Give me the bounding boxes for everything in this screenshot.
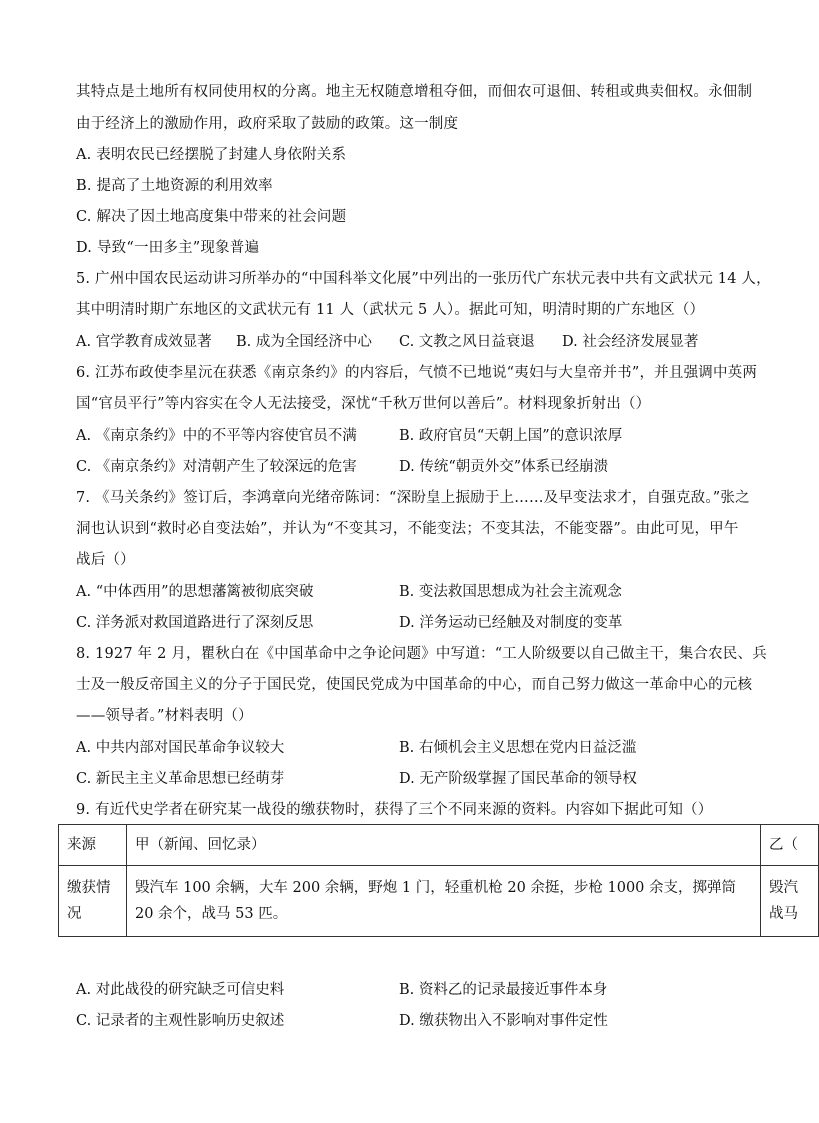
q8-stem-line-3: ——领导者。”材料表明（） [76,708,253,724]
table-cell-b: 毁汽战马 [761,866,819,937]
q5-stem-line-1: 5. 广州中国农民运动讲习所举办的“中国科举文化展”中列出的一张历代广东状元表中共有文武状元 14 人， [76,271,771,287]
q9-option-d: D. 缴获物出入不影响对事件定性 [399,1013,608,1029]
q8-stem-line-2: 士及一般反帝国主义的分子于国民党，使国民党成为中国革命的中心，而自己努力做这一革命中心的元核 [76,677,753,693]
q6-option-d: D. 传统“朝贡外交”体系已经崩溃 [399,459,609,475]
q7-stem-line-3: 战后（） [76,552,135,568]
q4-stem-line-1: 其特点是土地所有权同使用权的分离。地主无权随意增租夺佃，而佃农可退佃、转租或典卖佃权。永佃制 [76,84,753,100]
q9-stem: 9. 有近代史学者在研究某一战役的缴获物时，获得了三个不同来源的资料。内容如下据此可知（） [76,802,713,818]
q4-stem-line-2: 由于经济上的激励作用，政府采取了鼓励的政策。这一制度 [76,116,459,132]
sources-table [58,824,819,937]
q7-option-d: D. 洋务运动已经触及对制度的变革 [399,615,623,631]
table-row [59,866,819,937]
q8-option-d: D. 无产阶级掌握了国民革命的领导权 [399,771,637,787]
q8-option-c: C. 新民主主义革命思想已经萌芽 [76,771,285,787]
q5-option-c: C. 文教之风日益衰退 [399,334,535,350]
q4-option-d: D. 导致“一田多主”现象普遍 [76,240,260,256]
q4-option-b: B. 提高了土地资源的利用效率 [76,178,273,194]
q6-stem-line-1: 6. 江苏布政使李星沅在获悉《南京条约》的内容后，气愤不已地说“夷妇与大皇帝并书”，并且强调中英两 [76,365,758,381]
q8-option-b: B. 右倾机会主义思想在党内日益泛滥 [399,740,637,756]
q5-option-d: D. 社会经济发展显著 [562,334,699,350]
q5-option-b: B. 成为全国经济中心 [236,334,372,350]
q4-option-a: A. 表明农民已经摆脱了封建人身依附关系 [76,147,347,163]
table-header-a: 甲（新闻、回忆录） [127,825,761,866]
table-header-source: 来源 [59,825,127,866]
q6-option-c: C. 《南京条约》对清朝产生了较深远的危害 [76,459,357,475]
q7-stem-line-2: 洞也认识到“救时必自变法始”，并认为“不变其习，不能变法；不变其法，不能变器”。由此可见，甲午 [76,521,739,537]
q5-option-a: A. 官学教育成效显著 [76,334,212,350]
table-header-row [59,825,819,866]
q7-option-a: A. “中体西用”的思想藩篱被彻底突破 [76,584,314,600]
q6-stem-line-2: 国“官员平行”等内容实在令人无法接受，深忧“千秋万世何以善后”。材料现象折射出（） [76,396,651,412]
q8-stem-line-1: 8. 1927 年 2 月，瞿秋白在《中国革命中之争论问题》中写道：“工人阶级要以自己做主干，集合农民、兵 [76,646,767,662]
table-cell-a: 毁汽车 100 余辆，大车 200 余辆，野炮 1 门，轻重机枪 20 余挺，步枪 1000 余支，掷弹筒 20 余个，战马 53 匹。 [127,866,761,937]
table-row-label: 缴获情况 [59,866,127,937]
q7-option-c: C. 洋务派对救国道路进行了深刻反思 [76,615,314,631]
q6-option-b: B. 政府官员“天朝上国”的意识浓厚 [399,428,623,444]
q9-option-c: C. 记录者的主观性影响历史叙述 [76,1013,285,1029]
table-header-b: 乙（ [761,825,819,866]
q7-stem-line-1: 7. 《马关条约》签订后，李鸿章向光绪帝陈词：“深盼皇上振励于上……及早变法求才，自强克敌。”张之 [76,490,750,506]
q8-option-a: A. 中共内部对国民革命争议较大 [76,740,285,756]
q4-option-c: C. 解决了因土地高度集中带来的社会问题 [76,209,347,225]
q9-option-b: B. 资料乙的记录最接近事件本身 [399,982,608,998]
q6-option-a: A. 《南京条约》中的不平等内容使官员不满 [76,428,357,444]
q9-option-a: A. 对此战役的研究缺乏可信史料 [76,982,285,998]
q5-stem-line-2: 其中明清时期广东地区的文武状元有 11 人（武状元 5 人）。据此可知，明清时期的广东地区（） [76,302,705,318]
q7-option-b: B. 变法救国思想成为社会主流观念 [399,584,622,600]
